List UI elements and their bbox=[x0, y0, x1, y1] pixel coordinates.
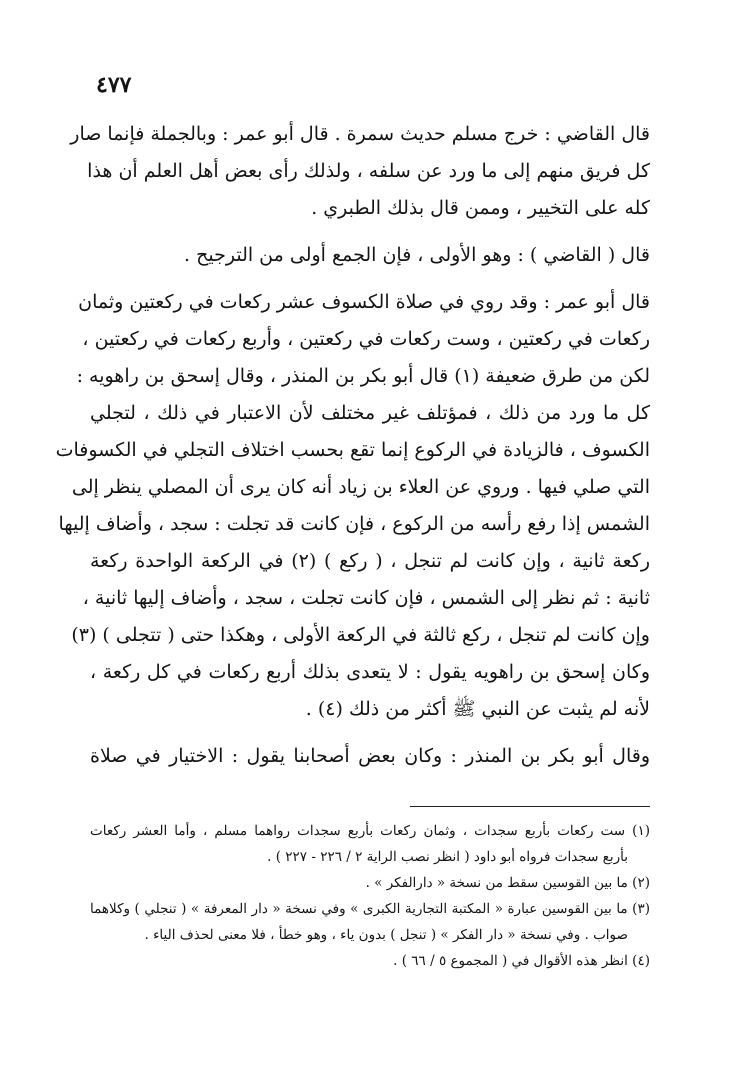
text-line: وقال أبو بكر بن المنذر : وكان بعض أصحابنا يقول : الاختيار في صلاة bbox=[90, 745, 651, 767]
text-line: كل فريق منهم إلى ما ورد عن سلفه ، ولذلك رأى بعض أهل العلم أن هذا bbox=[87, 160, 650, 182]
footnote-line: (٣) ما بين القوسين عبارة « المكتبة التجارية الكبرى » وفي نسخة « دار المعرفة » ( تنجلي ) وكلاهما bbox=[90, 901, 650, 917]
text-line: وإن كانت لم تنجل ، ركع ثالثة في الركعة الأولى ، وهكذا حتى ( تتجلى ) (٣) bbox=[71, 624, 650, 646]
footnote-3 bbox=[90, 896, 650, 948]
text-line: ركعة ثانية ، وإن كانت لم تنجل ، ( ركع ) (٢) في الركعة الواحدة ركعة bbox=[90, 550, 650, 572]
text-line: الشمس إذا رفع رأسه من الركوع ، فإن كانت قد تجلت : سجد ، وأضاف إليها bbox=[58, 513, 650, 535]
text-line: لأنه لم يثبت عن النبي ﷺ أكثر من ذلك (٤) . bbox=[305, 698, 650, 720]
main-text bbox=[55, 116, 651, 775]
paragraph-2 bbox=[90, 237, 650, 274]
footnote-line: (٤) انظر هذه الأقوال في ( المجموع ٥ / ٦٦ ) . bbox=[393, 953, 650, 969]
paragraph-3 bbox=[55, 284, 650, 728]
text-line: وكان إسحق بن راهويه يقول : لا يتعدى بذلك أربع ركعات في كل ركعة ، bbox=[90, 661, 650, 683]
text-line: لكن من طرق ضعيفة (١) قال أبو بكر بن المنذر ، وقال إسحق بن راهويه : bbox=[76, 365, 650, 387]
footnotes bbox=[90, 818, 650, 974]
paragraph-1 bbox=[70, 116, 650, 227]
footnote-4 bbox=[90, 948, 650, 974]
text-line: ركعات في ركعتين ، وست ركعات في ركعتين ، وأربع ركعات في ركعتين ، bbox=[82, 328, 650, 350]
footnote-line: صواب . وفي نسخة « دار الفكر » ( تنجل ) بدون ياء ، وهو خطأ ، فلا معنى لحذف الياء . bbox=[144, 927, 628, 943]
footnote-1 bbox=[90, 818, 650, 870]
text-line: ثانية : ثم نظر إلى الشمس ، فإن كانت تجلت ، سجد ، وأضاف إليها ثانية ، bbox=[82, 587, 650, 609]
footnote-line: (٢) ما بين القوسين سقط من نسخة « دارالفكر » . bbox=[365, 875, 650, 891]
footnote-divider bbox=[410, 806, 650, 807]
paragraph-4 bbox=[90, 738, 650, 775]
footnote-line: (١) ست ركعات بأربع سجدات ، وثمان ركعات بأربع سجدات رواهما مسلم ، وأما العشر ركعات bbox=[90, 823, 650, 839]
text-line: قال ( القاضي ) : وهو الأولى ، فإن الجمع أولى من الترجيح . bbox=[184, 244, 650, 266]
text-line: قال أبو عمر : وقد روي في صلاة الكسوف عشر ركعات في ركعتين وثمان bbox=[78, 291, 650, 313]
text-line: الكسوف ، فالزيادة في الركوع إنما تقع بحسب اختلاف التجلي في الكسوفات bbox=[55, 439, 650, 461]
text-line: قال القاضي : خرج مسلم حديث سمرة . قال أبو عمر : وبالجملة فإنما صار bbox=[70, 123, 650, 145]
text-line: التي صلي فيها . وروي عن العلاء بن زياد أنه كان يرى أن المصلي ينظر إلى bbox=[71, 476, 650, 498]
page-number: ٤٧٧ bbox=[96, 72, 132, 98]
footnote-line: بأربع سجدات فرواه أبو داود ( انظر نصب الراية ٢ / ٢٢٦ - ٢٢٧ ) . bbox=[267, 849, 628, 865]
text-line: كل ما ورد من ذلك ، فمؤتلف غير مختلف لأن الاعتبار في ذلك ، لتجلي bbox=[90, 402, 650, 424]
text-line: كله على التخيير ، وممن قال بذلك الطبري . bbox=[311, 197, 650, 219]
footnote-2 bbox=[90, 870, 650, 896]
